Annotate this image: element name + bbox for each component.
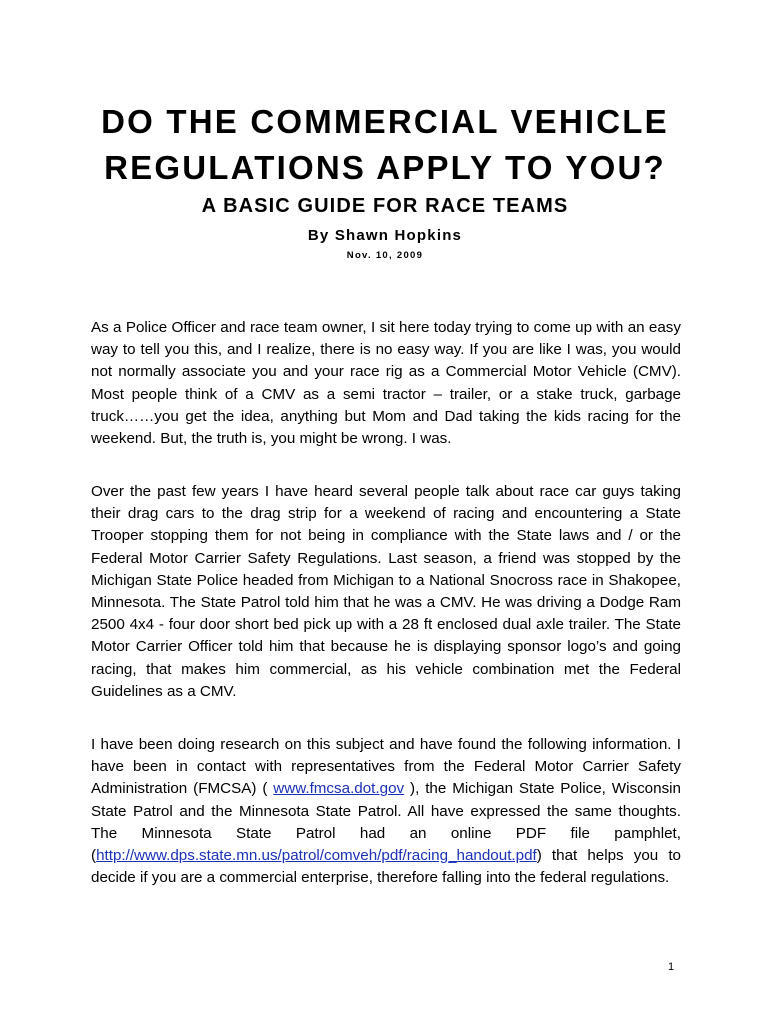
title-line-2: REGULATIONS APPLY TO YOU?	[104, 149, 666, 186]
paragraph-3-text-1: I have been doing research on this subject and have found the following information. I have been in contact with representatives from the Federal Motor Carrier Safety Administration (FMCSA) (	[91, 736, 681, 798]
title-line-1: DO THE COMMERCIAL VEHICLE	[101, 103, 669, 140]
racing-handout-link[interactable]: http://www.dps.state.mn.us/patrol/comveh/pdf/racing_handout.pdf	[96, 847, 537, 865]
paragraph-3-text-2: ), the Michigan State Police, Wisconsin State Patrol and the Minnesota State Patrol. All have expressed the same thoughts. The Minnesota State Patrol had an online PDF file pamphlet, (	[91, 780, 681, 865]
paragraph-3-text-3: ) that helps you to decide if you are a commercial enterprise, therefore falling into the federal regulations.	[91, 847, 681, 887]
page-number: 1	[668, 961, 675, 973]
paragraph-2: Over the past few years I have heard several people talk about race car guys taking their drag cars to the drag strip for a weekend of racing and encountering a State Trooper stopping them for not being in compliance with the State laws and / or the Federal Motor Carrier Safety Regulations. Last season, a friend was stopped by the Michigan State Police headed from Michigan to a National Snocross race in Shakopee, Minnesota. The State Patrol told him that he was a CMV. He was driving a Dodge Ram 2500 4x4 - four door short bed pick up with a 28 ft enclosed dual axle trailer. The State Motor Carrier Officer told him that because he is displaying sponsor logo’s and going racing, that makes him commercial, as his vehicle combination met the Federal Guidelines as a CMV.	[91, 483, 681, 700]
author-byline: By Shawn Hopkins	[307, 227, 463, 244]
subtitle: A BASIC GUIDE FOR RACE TEAMS	[201, 195, 569, 217]
paragraph-3	[91, 734, 681, 889]
publication-date: Nov. 10, 2009	[346, 250, 424, 261]
paragraph-1: As a Police Officer and race team owner, I sit here today trying to come up with an easy way to tell you this, and I realize, there is no easy way. If you are like I was, you would not normally associate you and your race rig as a Commercial Motor Vehicle (CMV). Most people think of a CMV as a semi tractor – trailer, or a stake truck, garbage truck……you get the idea, anything but Mom and Dad taking the kids racing for the weekend. But, the truth is, you might be wrong. I was.	[91, 319, 681, 448]
fmcsa-link[interactable]: www.fmcsa.dot.gov	[273, 780, 405, 798]
